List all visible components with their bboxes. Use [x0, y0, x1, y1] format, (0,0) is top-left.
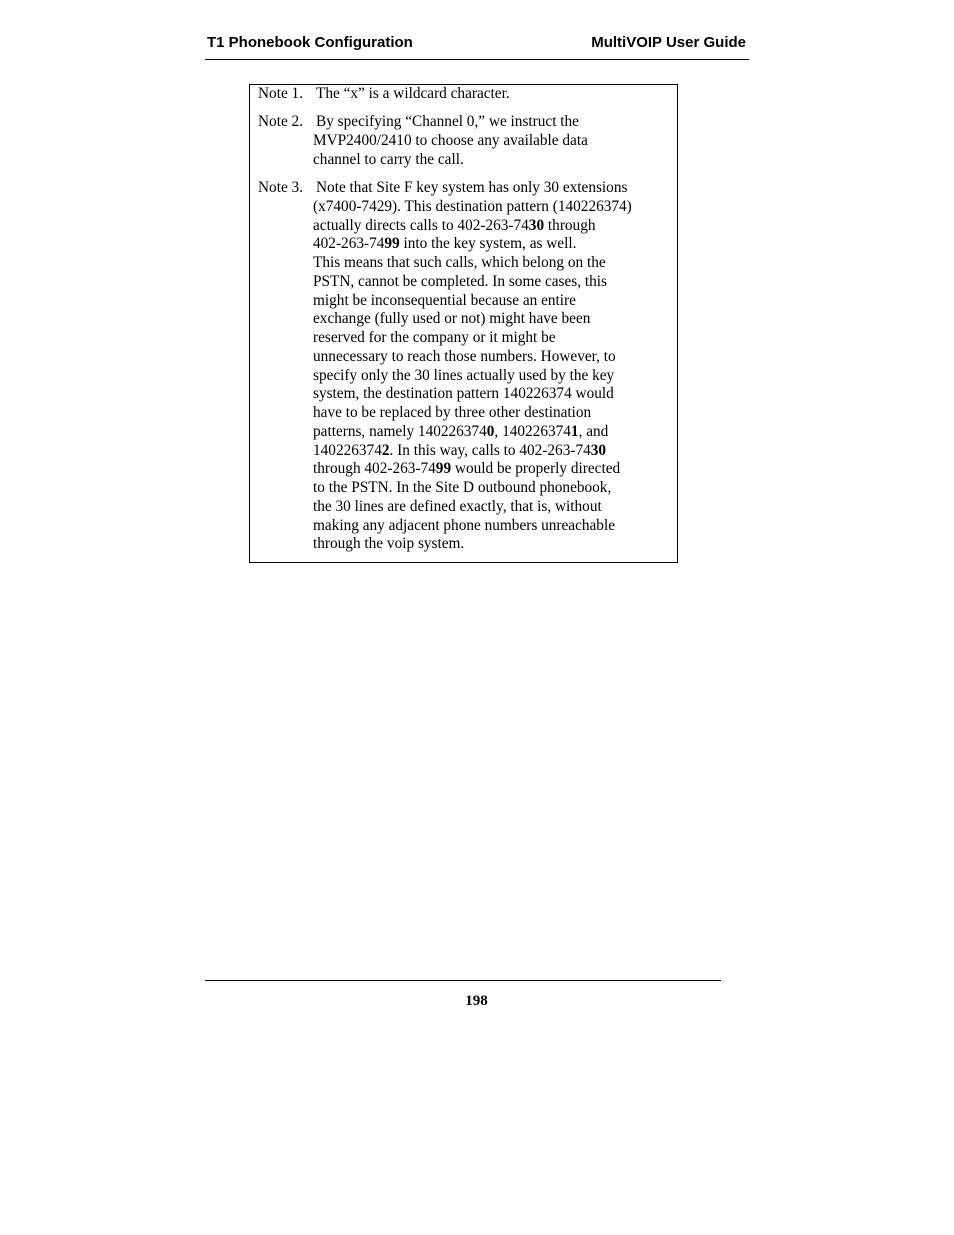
note-line: [258, 217, 670, 236]
note-3: [258, 179, 670, 554]
text-run: through 402-263-74: [313, 460, 436, 478]
bold-digits: 2: [381, 441, 390, 459]
bold-digits: 1: [570, 422, 579, 440]
note-line: [258, 254, 670, 273]
text-run: This means that such calls, which belong on the: [313, 254, 606, 271]
note-line: [258, 442, 670, 461]
bold-digits: 99: [435, 460, 452, 478]
bold-digits: 30: [528, 216, 545, 234]
text-run: to the PSTN. In the Site D outbound phonebook,: [313, 479, 612, 496]
text-run: making any adjacent phone numbers unreachable: [313, 516, 615, 534]
note-line: [258, 423, 670, 442]
note-text: [258, 179, 670, 554]
note-line: [258, 273, 670, 292]
note-line: [258, 367, 670, 386]
text-run: , 140226374: [494, 422, 571, 440]
note-line: [258, 535, 670, 554]
text-run: Note that Site F key system has only 30 extensions: [316, 179, 628, 196]
note-line: [258, 179, 670, 198]
note-label: Note 3.: [258, 179, 304, 196]
text-run: (x7400-7429). This destination pattern (140226374): [313, 197, 632, 215]
note-line: [258, 310, 670, 329]
note-line: [258, 329, 670, 348]
text-run: 140226374: [313, 441, 382, 459]
running-header: [206, 33, 748, 53]
text-run: PSTN, cannot be completed. In some cases, this: [313, 272, 607, 290]
footer-divider: [205, 980, 721, 981]
text-run: have to be replaced by three other destination: [313, 404, 592, 421]
text-run: channel to carry the call.: [313, 150, 464, 168]
note-line: [258, 292, 670, 311]
note-label: Note 1.: [258, 85, 304, 102]
note-text: [258, 113, 670, 169]
text-run: unnecessary to reach those numbers. However, to: [313, 347, 616, 365]
text-run: reserved for the company or it might be: [313, 329, 556, 346]
note-line: [258, 85, 670, 104]
notes-box: [249, 84, 678, 563]
note-2: [258, 113, 670, 169]
text-run: 402-263-74: [313, 235, 385, 253]
text-run: through the voip system.: [313, 535, 465, 553]
note-line: [258, 460, 670, 479]
bold-digits: 30: [590, 441, 607, 459]
note-line: [258, 151, 670, 170]
text-run: By specifying “Channel 0,” we instruct the: [316, 113, 579, 130]
bold-digits: 0: [486, 422, 495, 440]
text-run: would be properly directed: [451, 460, 621, 478]
note-line: [258, 479, 670, 498]
text-run: exchange (fully used or not) might have been: [313, 310, 591, 328]
note-line: [258, 235, 670, 254]
bold-digits: 99: [384, 235, 400, 253]
text-run: into the key system, as well.: [399, 235, 577, 253]
text-run: MVP2400/2410 to choose any available data: [313, 131, 588, 149]
note-line: [258, 517, 670, 536]
text-run: system, the destination pattern 140226374 would: [313, 385, 614, 403]
text-run: patterns, namely 140226374: [313, 422, 487, 440]
text-run: specify only the 30 lines actually used by the key: [313, 366, 615, 384]
note-line: [258, 498, 670, 517]
text-run: might be inconsequential because an entire: [313, 291, 576, 309]
note-text: [258, 85, 670, 104]
text-run: , and: [578, 422, 609, 440]
text-run: actually directs calls to 402-263-74: [313, 216, 529, 234]
note-1: [258, 85, 670, 104]
section-title: T1 Phonebook Configuration: [207, 34, 413, 51]
note-label: Note 2.: [258, 113, 304, 130]
note-line: [258, 198, 670, 217]
note-line: [258, 113, 670, 132]
note-line: [258, 132, 670, 151]
text-run: . In this way, calls to 402-263-74: [389, 441, 591, 459]
note-line: [258, 404, 670, 423]
book-title: MultiVOIP User Guide: [591, 34, 746, 51]
text-run: the 30 lines are defined exactly, that is, without: [313, 497, 602, 515]
text-run: The “x” is a wildcard character.: [316, 85, 510, 102]
text-run: through: [544, 216, 596, 234]
page-number: 198: [465, 993, 488, 1009]
note-line: [258, 385, 670, 404]
note-line: [258, 348, 670, 367]
header-divider: [205, 59, 749, 60]
